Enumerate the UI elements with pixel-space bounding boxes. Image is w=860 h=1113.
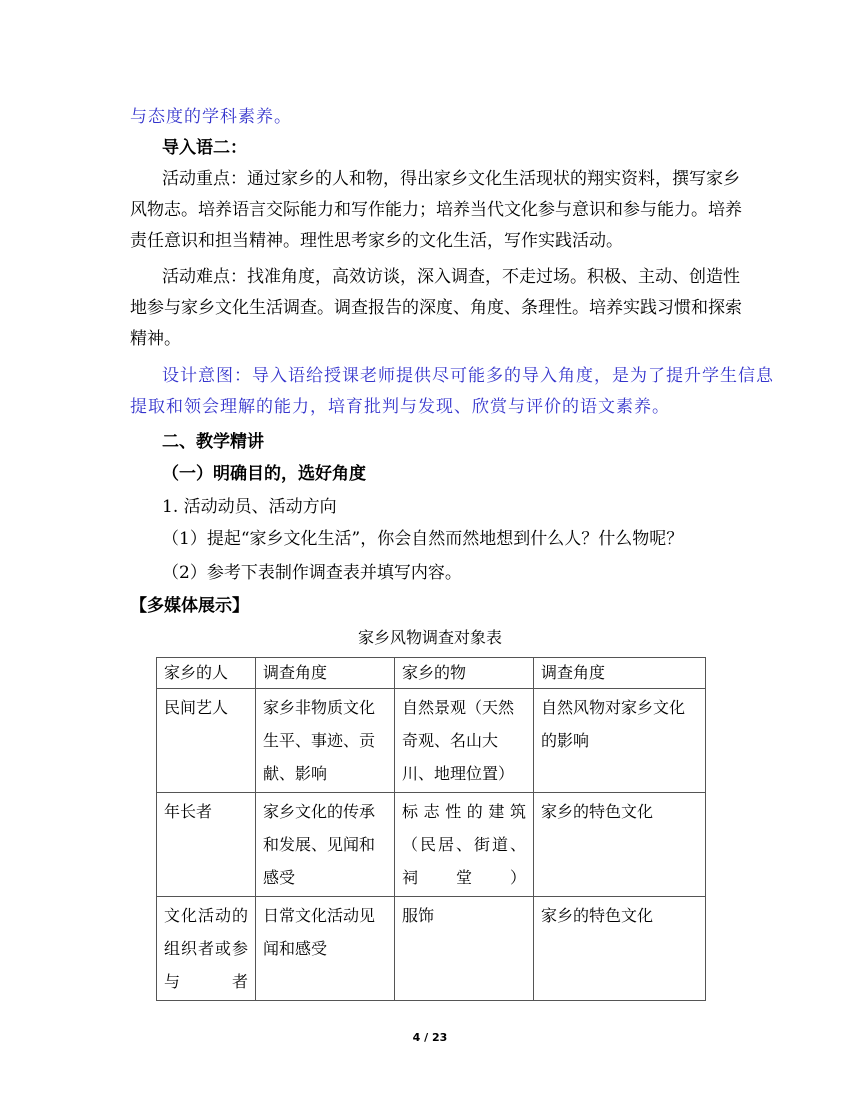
table-cell: 家乡非物质文化生平、事迹、贡献、影响 — [256, 689, 395, 793]
table-cell: 家乡的特色文化 — [534, 793, 706, 897]
table-header-row — [157, 658, 706, 689]
table-cell: 年长者 — [157, 793, 256, 897]
list-item-instruction: （2）参考下表制作调查表并填写内容。 — [162, 563, 462, 583]
table-header-cell: 家乡的物 — [395, 658, 534, 689]
section-heading-intro-two: 导入语二： — [162, 138, 247, 158]
multimedia-heading: 【多媒体展示】 — [130, 596, 249, 616]
table-cell: 文化活动的组织者或参与者 — [157, 897, 256, 1001]
table-header-cell: 家乡的人 — [157, 658, 256, 689]
list-item-activity: 1. 活动动员、活动方向 — [162, 497, 337, 517]
paragraph-end-text: 与态度的学科素养。 — [130, 107, 292, 127]
table-row — [157, 793, 706, 897]
section-heading-teaching: 二、教学精讲 — [162, 432, 264, 452]
table-header-cell: 调查角度 — [534, 658, 706, 689]
difficulty-paragraph-line-2: 地参与家乡文化生活调查。调查报告的深度、角度、条理性。培养实践习惯和探索 — [130, 298, 742, 318]
table-row — [157, 689, 706, 793]
table-cell: 标志性的建筑（民居、街道、祠堂） — [395, 793, 534, 897]
table-cell: 家乡文化的传承和发展、见闻和感受 — [256, 793, 395, 897]
table-header-cell: 调查角度 — [256, 658, 395, 689]
difficulty-paragraph-line-1: 活动难点：找准角度，高效访谈，深入调查，不走过场。积极、主动、创造性 — [162, 267, 740, 287]
table-cell: 民间艺人 — [157, 689, 256, 793]
table-caption: 家乡风物调查对象表 — [357, 628, 502, 647]
table-cell: 服饰 — [395, 897, 534, 1001]
focus-paragraph-line-3: 责任意识和担当精神。理性思考家乡的文化生活，写作实践活动。 — [130, 231, 623, 251]
design-intent-line-2: 提取和领会理解的能力，培育批判与发现、欣赏与评价的语文素养。 — [130, 397, 670, 417]
table-cell: 自然风物对家乡文化的影响 — [534, 689, 706, 793]
focus-paragraph-line-1: 活动重点：通过家乡的人和物，得出家乡文化生活现状的翔实资料，撰写家乡 — [162, 169, 740, 189]
table-cell: 家乡的特色文化 — [534, 897, 706, 1001]
subsection-heading: （一）明确目的，选好角度 — [162, 464, 366, 484]
focus-paragraph-line-2: 风物志。培养语言交际能力和写作能力；培养当代文化参与意识和参与能力。培养 — [130, 200, 742, 220]
survey-table — [156, 657, 706, 1001]
list-item-question: （1）提起“家乡文化生活”，你会自然而然地想到什么人？什么物呢？ — [162, 529, 684, 549]
table-row — [157, 897, 706, 1001]
page-number: 4 / 23 — [412, 1031, 448, 1044]
table-cell: 日常文化活动见闻和感受 — [256, 897, 395, 1001]
difficulty-paragraph-line-3: 精神。 — [130, 329, 181, 349]
table-cell: 自然景观（天然奇观、名山大川、地理位置） — [395, 689, 534, 793]
design-intent-line-1: 设计意图：导入语给授课老师提供尽可能多的导入角度，是为了提升学生信息 — [162, 366, 774, 386]
